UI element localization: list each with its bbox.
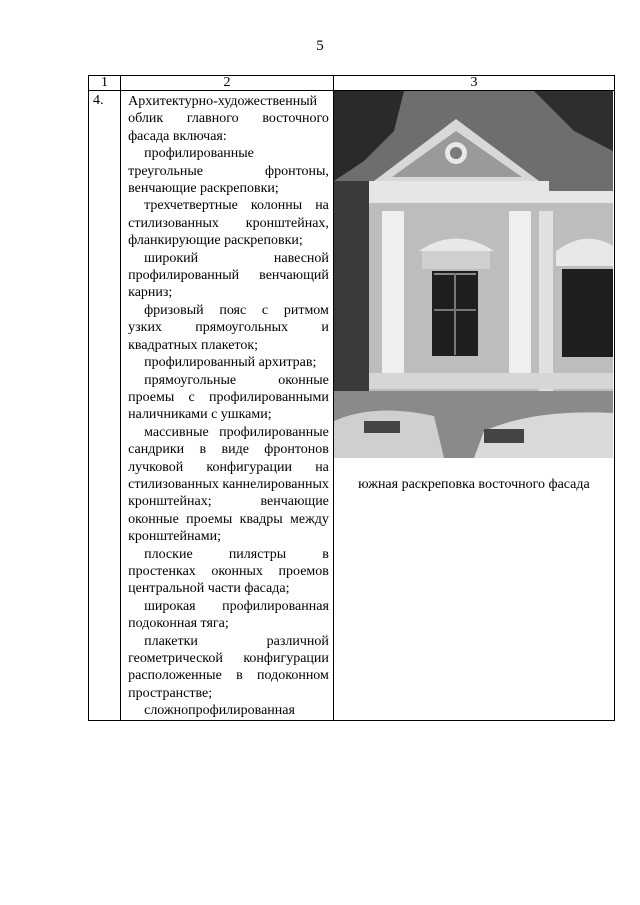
list-item: трехчетвертные колонны на стилизованных кронштейнах, фланкирующие раскреповки; — [128, 198, 329, 249]
list-item: сложнопрофилированная — [144, 703, 295, 719]
table-row — [89, 91, 615, 721]
photo-cell — [333, 91, 614, 721]
column-header-3: 3 — [333, 76, 614, 91]
row-number: 4. — [89, 91, 121, 721]
list-item: прямоугольные оконные проемы с профилированными наличниками с ушками; — [128, 372, 329, 423]
list-item: профилированные треугольные фронтоны, венчающие раскреповки; — [128, 146, 329, 197]
list-item: массивные профилированные сандрики в виде фронтонов лучковой конфигурации на стилизованных каннелированных кронштейнах; венчающие оконные проемы квадры между кронштейнами; — [128, 424, 329, 545]
list-item: плоские пилястры в простенках оконных проемов центральной части фасада; — [128, 546, 329, 597]
description-cell — [121, 91, 334, 721]
column-header-2: 2 — [121, 76, 334, 91]
list-item: фризовый пояс с ритмом узких прямоугольных и квадратных плакеток; — [128, 302, 329, 353]
photo-caption: южная раскреповка восточного фасада — [358, 477, 590, 492]
column-header-1: 1 — [89, 76, 121, 91]
table-header-row — [89, 76, 615, 91]
list-item: широкий навесной профилированный венчающий карниз; — [128, 250, 329, 301]
list-item: широкая профилированная подоконная тяга; — [128, 598, 329, 632]
monument-table — [88, 75, 615, 721]
description-title: Архитектурно-художественный облик главного восточного фасада включая: — [128, 94, 329, 144]
list-item: профилированный архитрав; — [144, 355, 317, 371]
page-number: 5 — [316, 38, 324, 54]
facade-photo — [334, 91, 613, 458]
list-item: плакетки различной геометрической конфигурации расположенные в подоконном пространстве; — [128, 633, 329, 701]
